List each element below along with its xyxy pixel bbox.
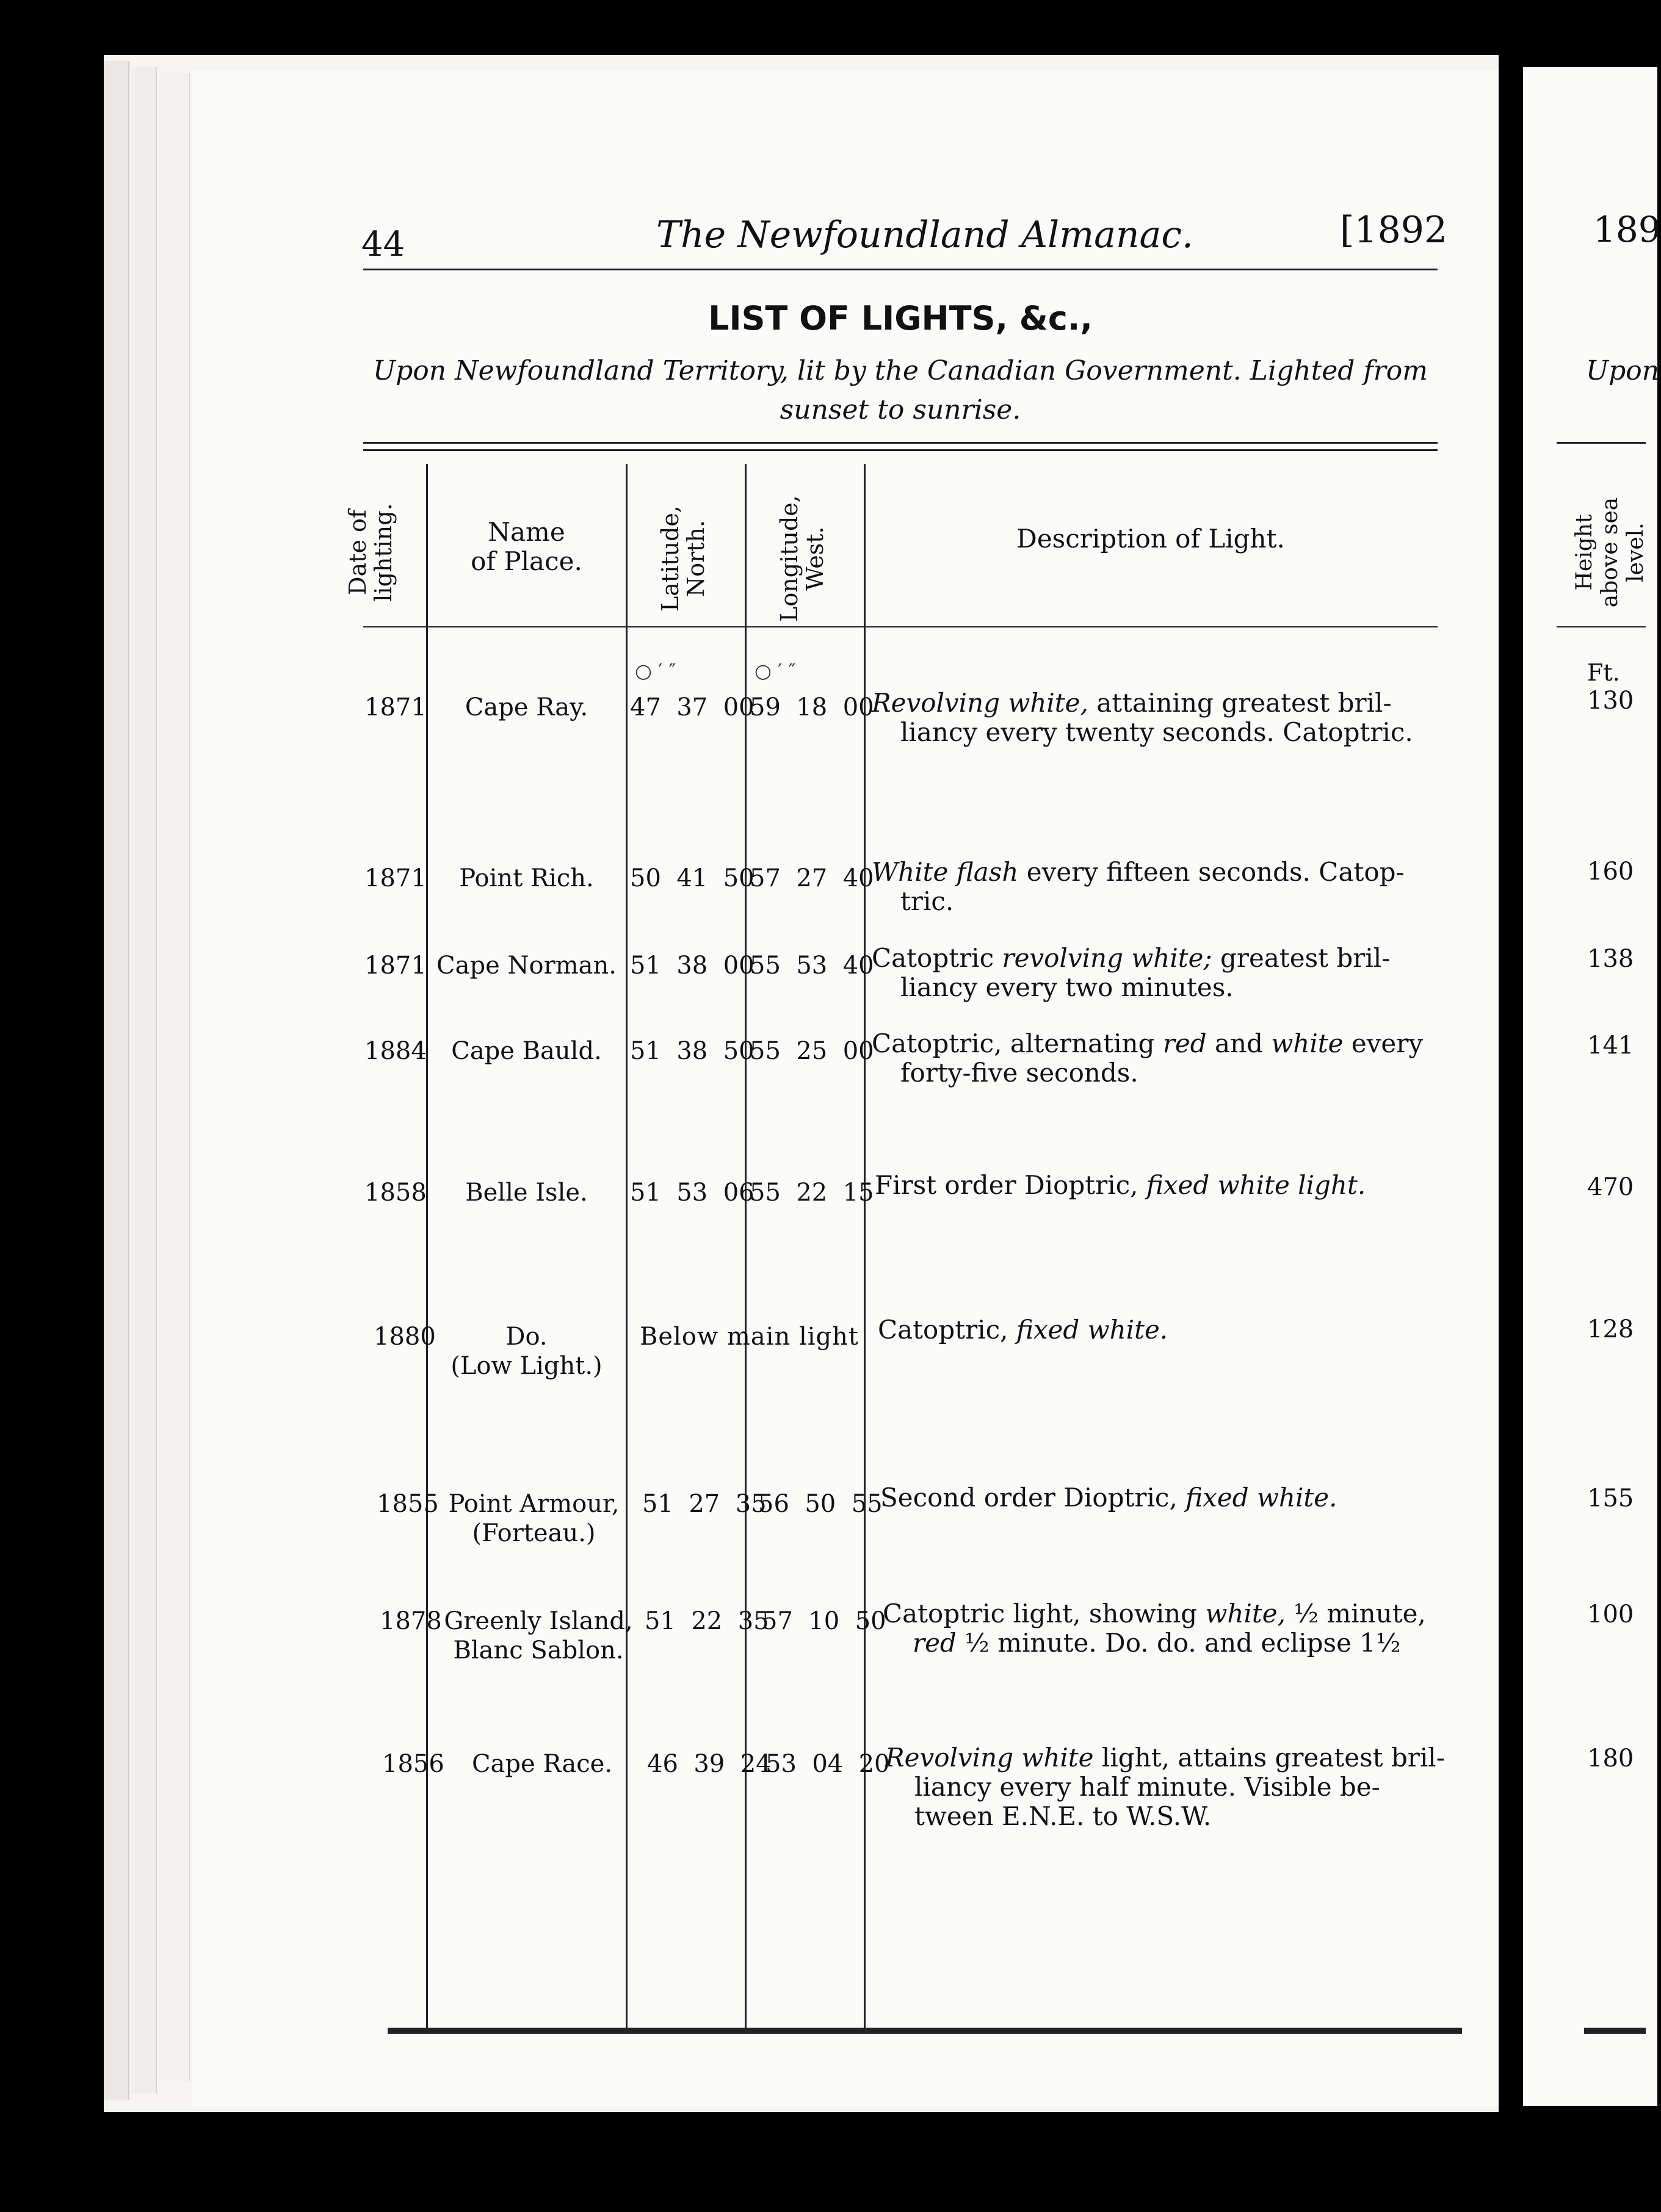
row-longitude (765, 1749, 890, 1779)
lon-sec: 00 (842, 1037, 874, 1065)
row-date: 1856 (382, 1750, 444, 1778)
row-description-line2: forty-five seconds. (900, 1058, 1138, 1088)
row-place-line: Greenly Island, (444, 1607, 633, 1635)
row-place-line: (Low Light.) (451, 1352, 603, 1380)
lon-sec: 40 (842, 952, 874, 980)
facing-units: Ft. (1587, 659, 1620, 686)
page-edge (104, 61, 129, 2100)
desc-italic: red (913, 1628, 957, 1658)
row-place-line: Do. (505, 1323, 548, 1351)
row-description-line2: liancy every two minutes. (900, 972, 1234, 1002)
facing-table-rule (1557, 442, 1646, 444)
facing-height: 180 (1587, 1744, 1634, 1773)
latitude-units: ○ ′ ″ (635, 659, 676, 682)
page-number: 44 (361, 225, 405, 264)
column-header-name-line: Name (488, 517, 565, 547)
year: [1892 (1340, 209, 1448, 251)
desc-text: greatest bril- (1212, 943, 1391, 973)
page-title: LIST OF LIGHTS, &c., (708, 299, 1093, 338)
lat-deg: 51 (642, 1490, 673, 1518)
table-top-rule-2 (363, 449, 1438, 451)
lon-sec: 00 (842, 693, 874, 721)
row-description-line2: liancy every twenty seconds. Catoptric. (900, 717, 1413, 747)
lon-sec: 40 (842, 864, 874, 892)
facing-height: 160 (1587, 858, 1634, 886)
row-description (883, 1599, 1426, 1628)
row-description-line2: tric. (900, 886, 954, 916)
row-place: Belle Isle. (465, 1179, 588, 1207)
row-description-line3: tween E.N.E. to W.S.W. (914, 1801, 1212, 1831)
lat-min: 53 (676, 1179, 708, 1207)
facing-height: 128 (1587, 1315, 1634, 1343)
desc-italic: Revolving white (885, 1743, 1094, 1773)
lat-sec: 00 (723, 693, 755, 721)
row-place-line: Point Armour, (448, 1490, 620, 1518)
lon-min: 27 (796, 864, 828, 892)
row-description (875, 1171, 1366, 1200)
lat-min: 39 (693, 1750, 725, 1778)
row-place-line: Blanc Sablon. (453, 1636, 624, 1664)
row-place-line: (Forteau.) (472, 1519, 596, 1547)
lon-min: 53 (796, 952, 828, 980)
row-place: Point Rich. (459, 864, 594, 892)
column-header-latitude: Latitude, North. (657, 505, 709, 612)
lat-sec: 35 (737, 1607, 769, 1635)
lat-sec: 06 (723, 1179, 755, 1207)
lon-min: 25 (796, 1037, 828, 1065)
lat-sec: 35 (735, 1490, 767, 1518)
lat-deg: 50 (630, 864, 661, 892)
row-date: 1871 (364, 693, 427, 721)
row-description-line2 (913, 1628, 1401, 1658)
row-description (872, 1029, 1423, 1058)
row-date: 1858 (364, 1179, 427, 1207)
lat-min: 41 (676, 864, 708, 892)
row-date: 1880 (374, 1323, 436, 1351)
row-date: 1884 (364, 1037, 427, 1065)
row-description (872, 689, 1392, 718)
facing-bottom-rule (1584, 2028, 1646, 2034)
row-description (880, 1483, 1337, 1513)
facing-page-subtitle: Upon (1586, 355, 1660, 386)
row-place: Cape Ray. (465, 693, 588, 721)
lon-sec: 20 (858, 1750, 890, 1778)
lon-deg: 57 (762, 1607, 793, 1635)
lat-deg: 51 (645, 1607, 676, 1635)
lat-sec: 50 (723, 1037, 755, 1065)
row-place (435, 1607, 642, 1665)
row-latitude (630, 864, 755, 893)
lon-deg: 57 (750, 864, 781, 892)
row-latitude (630, 693, 755, 722)
desc-italic: Revolving white, (872, 688, 1088, 718)
row-longitude (750, 1036, 874, 1066)
column-header-name-line: of Place. (471, 546, 582, 576)
lon-sec: 55 (851, 1490, 883, 1518)
running-title: The Newfoundland Almanac. (656, 214, 1193, 256)
table-top-rule (363, 442, 1438, 444)
row-latitude (642, 1489, 767, 1519)
row-longitude (758, 1489, 883, 1519)
lon-sec: 15 (842, 1179, 874, 1207)
row-description (872, 944, 1390, 973)
desc-text: Second order Dioptric, (880, 1483, 1186, 1513)
desc-text: every (1343, 1028, 1424, 1058)
lat-min: 38 (676, 952, 708, 980)
lat-sec: 00 (723, 952, 755, 980)
row-place: Cape Bauld. (451, 1037, 602, 1065)
lon-min: 04 (812, 1750, 844, 1778)
subtitle-line-2: sunset to sunrise. (780, 394, 1021, 425)
lon-min: 22 (796, 1179, 828, 1207)
table-header-rule (363, 626, 1438, 627)
row-latitude (630, 951, 755, 980)
page-edge (131, 67, 157, 2094)
lat-deg: 47 (630, 693, 661, 721)
desc-text: light, attains greatest bril- (1093, 1743, 1445, 1773)
column-header-date: Date of lighting. (344, 503, 397, 602)
desc-text: Catoptric, (878, 1315, 1016, 1345)
desc-text: ½ minute. Do. do. and eclipse 1½ (956, 1628, 1401, 1658)
facing-height: 100 (1587, 1600, 1634, 1628)
desc-italic: White flash (872, 857, 1019, 887)
subtitle-line-1: Upon Newfoundland Territory, lit by the Canadian Government. Lighted from (373, 355, 1428, 386)
row-description (878, 1315, 1168, 1345)
lon-min: 18 (796, 693, 828, 721)
facing-height: 141 (1587, 1032, 1634, 1060)
desc-text: Catoptric (872, 943, 1002, 973)
row-description-line2: liancy every half minute. Visible be- (914, 1772, 1380, 1802)
desc-italic: fixed white light. (1146, 1170, 1366, 1200)
row-latitude (647, 1749, 772, 1779)
lon-min: 10 (808, 1607, 840, 1635)
lon-deg: 59 (750, 693, 781, 721)
row-description (872, 858, 1405, 887)
lat-deg: 51 (630, 952, 661, 980)
column-header-description: Description of Light. (1016, 524, 1285, 554)
desc-text: and (1206, 1028, 1272, 1058)
row-description (885, 1743, 1445, 1773)
lat-deg: 51 (630, 1179, 661, 1207)
row-latitude (630, 1036, 755, 1066)
desc-text: Catoptric light, showing (883, 1599, 1206, 1628)
row-longitude (750, 693, 874, 722)
desc-text: Catoptric, alternating (872, 1028, 1163, 1058)
desc-text: every fifteen seconds. Catop- (1018, 857, 1405, 887)
lat-sec: 50 (723, 864, 755, 892)
lat-min: 37 (676, 693, 708, 721)
desc-italic: fixed white. (1016, 1315, 1168, 1345)
lon-deg: 55 (750, 1037, 781, 1065)
column-header-name (427, 518, 626, 576)
column-divider (626, 464, 628, 2033)
lon-deg: 56 (758, 1490, 789, 1518)
row-place (427, 1322, 626, 1381)
desc-italic: red (1162, 1028, 1207, 1058)
row-date: 1871 (364, 864, 427, 892)
lon-deg: 53 (765, 1750, 797, 1778)
row-longitude (750, 864, 874, 893)
lat-min: 27 (689, 1490, 720, 1518)
page-edge (159, 73, 190, 2081)
desc-italic: revolving white; (1002, 943, 1212, 973)
lon-sec: 50 (855, 1607, 886, 1635)
facing-page-header: 189 (1593, 209, 1661, 250)
lat-deg: 46 (647, 1750, 678, 1778)
lat-deg: 51 (630, 1037, 661, 1065)
lat-min: 22 (691, 1607, 723, 1635)
row-latitude (630, 1178, 755, 1207)
lat-sec: 24 (740, 1750, 772, 1778)
row-date: 1871 (364, 952, 427, 980)
row-longitude (750, 1178, 874, 1207)
lon-min: 50 (805, 1490, 836, 1518)
desc-text: ½ minute, (1285, 1599, 1426, 1628)
facing-column-header: Height above sea level. (1572, 497, 1648, 608)
row-longitude (750, 951, 874, 980)
row-date: 1878 (380, 1607, 442, 1635)
row-longitude (762, 1607, 886, 1636)
facing-table-rule (1557, 626, 1646, 627)
lat-min: 38 (676, 1037, 708, 1065)
longitude-units: ○ ′ ″ (755, 659, 796, 682)
desc-italic: fixed white. (1185, 1483, 1337, 1513)
row-place (435, 1489, 633, 1548)
table-bottom-rule (388, 2028, 1462, 2034)
facing-height: 130 (1587, 687, 1634, 715)
column-header-longitude: Longitude, West. (776, 495, 828, 622)
desc-italic: white (1271, 1028, 1344, 1058)
facing-height: 138 (1587, 945, 1634, 973)
row-place: Cape Race. (471, 1750, 613, 1778)
row-latitude (645, 1607, 769, 1636)
desc-text: First order Dioptric, (875, 1170, 1146, 1200)
lon-deg: 55 (750, 1179, 781, 1207)
lon-deg: 55 (750, 952, 781, 980)
facing-height: 155 (1587, 1484, 1634, 1513)
header-rule (363, 269, 1438, 270)
desc-text: attaining greatest bril- (1088, 688, 1392, 718)
desc-italic: white, (1205, 1599, 1286, 1628)
row-date: 1855 (377, 1490, 439, 1518)
facing-height: 470 (1587, 1173, 1634, 1201)
row-place: Cape Norman. (436, 952, 617, 980)
row-latlon-note: Below main light (640, 1323, 859, 1351)
